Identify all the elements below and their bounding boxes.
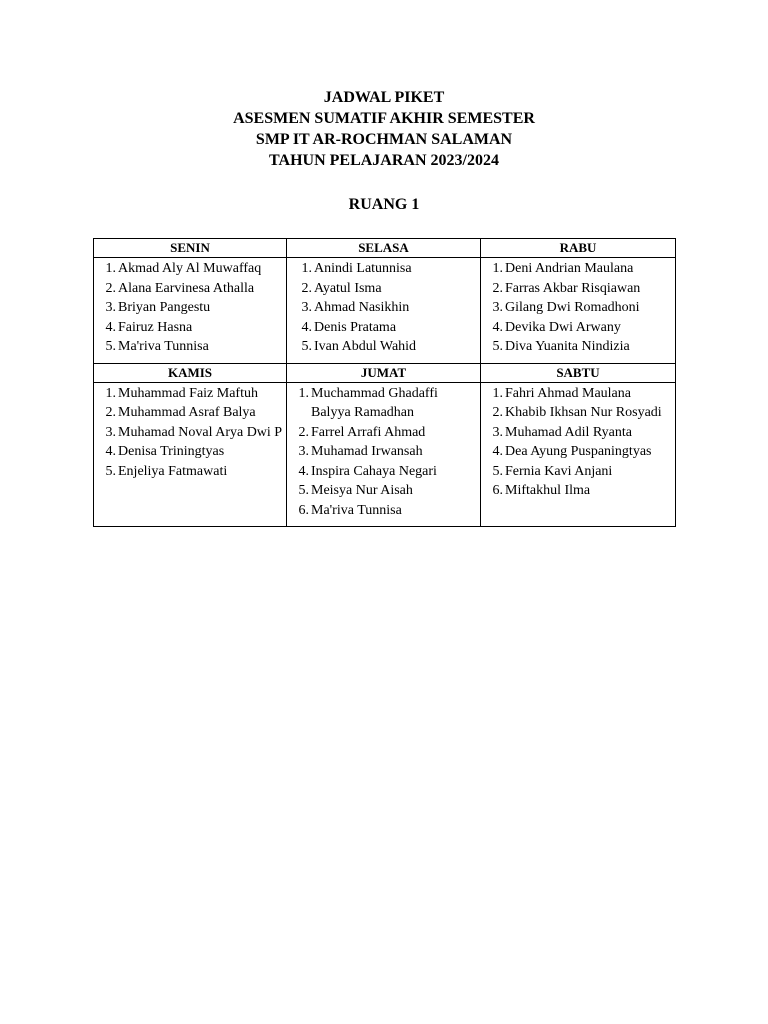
list-item [289, 384, 478, 423]
list-item [96, 318, 284, 338]
cell-selasa [287, 258, 481, 364]
list-item-number: 1. [492, 261, 503, 276]
list-item [483, 279, 673, 299]
list-selasa [289, 259, 478, 357]
student-name: Muhamad Noval Arya Dwi P [118, 424, 283, 440]
title-line-1: JADWAL PIKET [323, 89, 445, 106]
student-name: Meisya Nur Aisah [311, 483, 413, 498]
student-name: Dea Ayung Puspaningtyas [505, 444, 652, 459]
list-item [483, 442, 673, 462]
header-row-1 [94, 239, 676, 258]
list-rabu [483, 259, 673, 357]
student-name: Enjeliya Fatmawati [118, 463, 228, 479]
list-item-number: 6. [492, 483, 503, 498]
list-item [96, 259, 284, 279]
day-header-selasa: SELASA [287, 239, 481, 258]
list-item-number: 4. [492, 444, 503, 459]
list-item-number: 2. [105, 405, 116, 420]
student-name: Ayatul Isma [314, 280, 382, 296]
student-name: Fahri Ahmad Maulana [505, 385, 631, 401]
list-senin [96, 259, 284, 357]
student-name: Fernia Kavi Anjani [505, 463, 613, 479]
school-name: SMP IT AR-ROCHMAN SALAMAN [255, 131, 513, 148]
student-name: Ma'riva Tunnisa [118, 339, 209, 354]
list-item-number: 5. [105, 339, 116, 354]
student-name: Denisa Triningtyas [118, 444, 225, 459]
list-item [289, 462, 478, 482]
list-item-number: 4. [105, 444, 116, 459]
list-item-number: 1. [105, 385, 116, 401]
day-header-sabtu: SABTU [481, 363, 676, 382]
student-name: Deni Andrian Maulana [505, 261, 634, 276]
list-item-number: 3. [492, 424, 503, 440]
list-item [289, 259, 478, 279]
student-name: Khabib Ikhsan Nur Rosyadi [505, 405, 662, 420]
student-name: Gilang Dwi Romadhoni [505, 300, 640, 315]
student-name: Anindi Latunnisa [314, 261, 412, 276]
list-item-number: 1. [105, 261, 116, 276]
list-item-number: 1. [298, 385, 309, 401]
list-item [289, 423, 478, 443]
student-name: Diva Yuanita Nindizia [505, 339, 630, 354]
student-name: Alana Earvinesa Athalla [118, 280, 255, 296]
list-item [483, 462, 673, 482]
list-item [483, 318, 673, 338]
list-item [289, 337, 478, 357]
list-item-number: 4. [105, 319, 116, 335]
list-item [96, 462, 284, 482]
list-item-number: 4. [298, 463, 309, 479]
student-name: Miftakhul Ilma [505, 483, 591, 498]
list-item-number: 2. [105, 280, 116, 296]
list-item [483, 259, 673, 279]
cell-sabtu [481, 382, 676, 527]
student-name: Muhamad Irwansah [311, 444, 423, 459]
names-row-1 [94, 258, 676, 364]
names-row-2 [94, 382, 676, 527]
student-name: Fairuz Hasna [118, 319, 193, 335]
list-item [483, 384, 673, 404]
list-item [483, 423, 673, 443]
list-jumat [289, 384, 478, 521]
list-item [289, 501, 478, 521]
list-item [289, 442, 478, 462]
list-item [483, 298, 673, 318]
student-name: Muhammad Faiz Maftuh [118, 385, 258, 401]
list-item-number: 1. [301, 261, 312, 276]
list-item [289, 481, 478, 501]
list-item-number: 5. [492, 463, 503, 479]
student-name: Muhamad Adil Ryanta [505, 424, 632, 440]
list-item-number: 5. [105, 463, 116, 479]
list-sabtu [483, 384, 673, 501]
list-item [96, 442, 284, 462]
schedule-table [93, 238, 676, 527]
list-item [289, 279, 478, 299]
student-name: Muchammad Ghadaffi Balyya Ramadhan [311, 385, 438, 420]
student-name: Farrel Arrafi Ahmad [311, 424, 426, 440]
list-item-number: 3. [105, 300, 116, 315]
document-header [0, 87, 768, 171]
student-name: Briyan Pangestu [118, 300, 211, 315]
title-line-2: ASESMEN SUMATIF AKHIR SEMESTER [233, 110, 535, 127]
list-item-number: 2. [298, 424, 309, 440]
day-header-kamis: KAMIS [94, 363, 287, 382]
list-item-number: 5. [301, 339, 312, 354]
list-item-number: 3. [298, 444, 309, 459]
room-title: RUANG 1 [348, 196, 420, 213]
student-name: Akmad Aly Al Muwaffaq [118, 261, 262, 276]
list-item-number: 3. [301, 300, 312, 315]
list-item [96, 403, 284, 423]
student-name: Farras Akbar Risqiawan [505, 280, 641, 296]
list-item [483, 403, 673, 423]
header-row-2 [94, 363, 676, 382]
student-name: Ivan Abdul Wahid [314, 339, 417, 354]
list-item [96, 298, 284, 318]
student-name: Ma'riva Tunnisa [311, 502, 402, 518]
list-item [96, 384, 284, 404]
cell-senin [94, 258, 287, 364]
list-item-number: 5. [298, 483, 309, 498]
list-kamis [96, 384, 284, 482]
student-name: Devika Dwi Arwany [505, 319, 621, 335]
list-item [96, 423, 284, 443]
academic-year: TAHUN PELAJARAN 2023/2024 [269, 152, 499, 169]
student-name: Muhammad Asraf Balya [118, 405, 256, 420]
cell-jumat [287, 382, 481, 527]
day-header-senin: SENIN [94, 239, 287, 258]
day-header-rabu: RABU [481, 239, 676, 258]
list-item [96, 337, 284, 357]
list-item-number: 2. [492, 280, 503, 296]
day-header-jumat: JUMAT [287, 363, 481, 382]
student-name: Ahmad Nasikhin [314, 300, 410, 315]
list-item-number: 1. [492, 385, 503, 401]
list-item-number: 3. [105, 424, 116, 440]
list-item-number: 4. [301, 319, 312, 335]
student-name: Denis Pratama [314, 319, 397, 335]
list-item-number: 2. [492, 405, 503, 420]
list-item [483, 337, 673, 357]
list-item-number: 4. [492, 319, 503, 335]
list-item-number: 2. [301, 280, 312, 296]
list-item [289, 298, 478, 318]
list-item [96, 279, 284, 299]
student-name: Inspira Cahaya Negari [311, 463, 437, 479]
cell-rabu [481, 258, 676, 364]
list-item-number: 3. [492, 300, 503, 315]
cell-kamis [94, 382, 287, 527]
list-item [289, 318, 478, 338]
list-item [483, 481, 673, 501]
list-item-number: 5. [492, 339, 503, 354]
list-item-number: 6. [298, 502, 309, 518]
